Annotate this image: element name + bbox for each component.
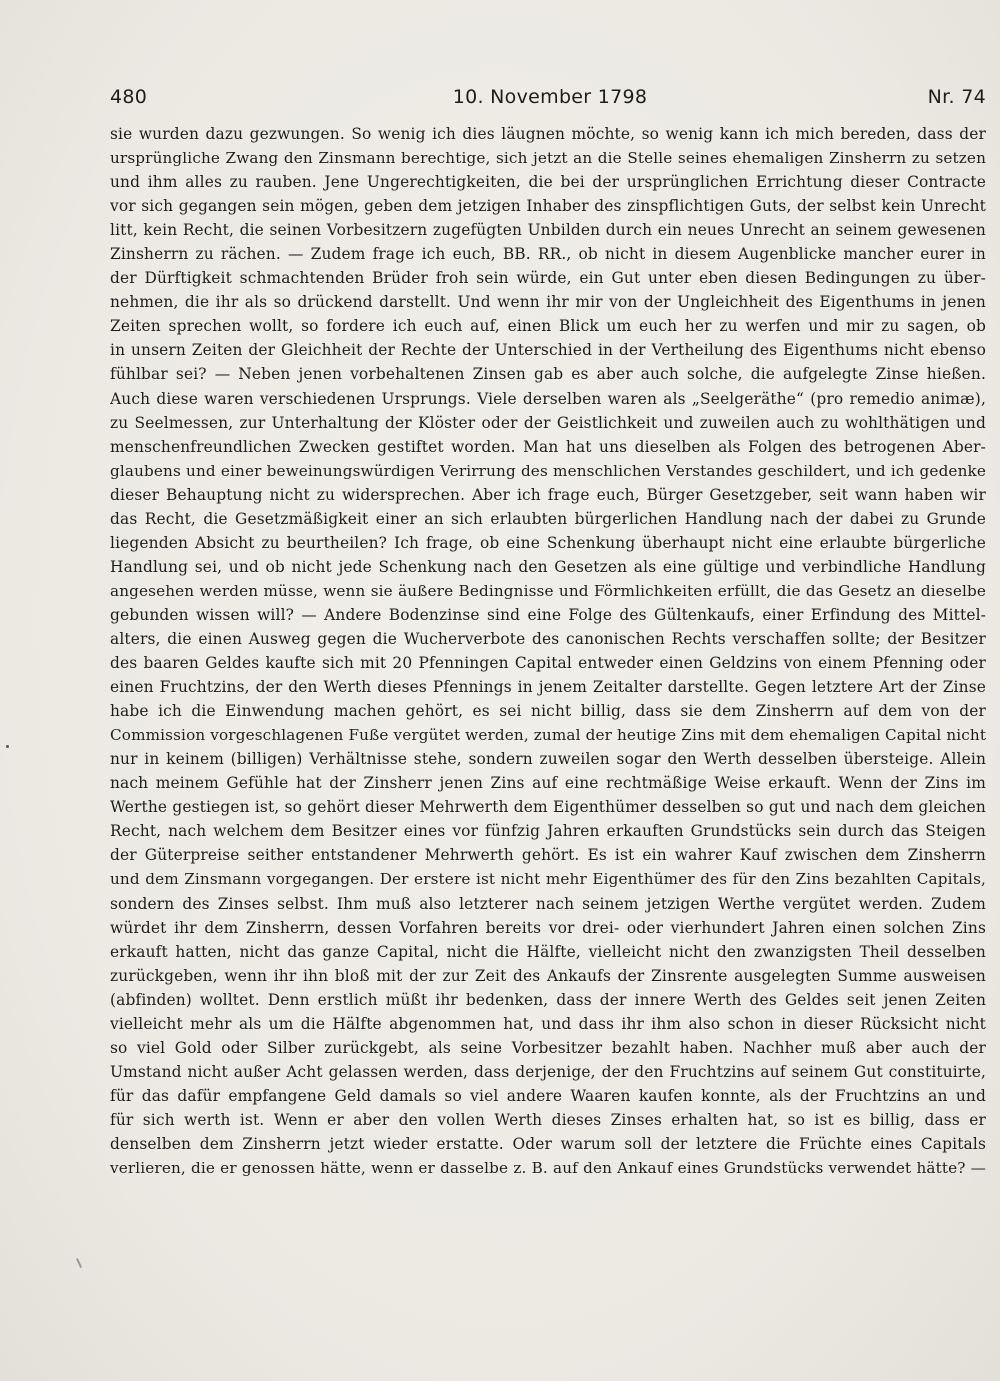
text-line: menschenfreundlichen Zwecken gestiftet worden. Man hat uns dieselben als Folgen des betrogenen Aber- [110, 437, 986, 456]
text-line: so viel Gold oder Silber zurückgebt, als seine Vorbesitzer bezahlt haben. Nachher muß aber auch der [110, 1038, 986, 1057]
text-line: und dem Zinsmann vorgegangen. Der erstere ist nicht mehr Eigenthümer des für den Zins bezahlten Capitals, [110, 870, 986, 889]
body-text [110, 122, 986, 1180]
text-line: Werthe gestiegen ist, so gehört dieser Mehrwerth dem Eigenthümer desselben so gut und nach dem gleichen [110, 798, 986, 817]
text-line: und ihm alles zu rauben. Jene Ungerechtigkeiten, die bei der ursprünglichen Errichtung dieser Contracte [110, 173, 986, 192]
text-line: gebunden wissen will? — Andere Bodenzinse sind eine Folge des Gültenkaufs, einer Erfindung des Mittel- [110, 605, 986, 624]
text-line: litt, kein Recht, die seinen Vorbesitzern zugefügten Unbilden durch ein neues Unrecht an seinem gewesenen [110, 221, 986, 240]
text-line: Recht, nach welchem dem Besitzer eines vor fünfzig Jahren erkauften Grundstücks sein durch das Steigen [110, 822, 986, 841]
text-line: erkauft hatten, nicht das ganze Capital, nicht die Hälfte, vielleicht nicht den zwanzigsten Theil desselben [110, 942, 986, 961]
text-line: würdet ihr dem Zinsherrn, dessen Vorfahren bereits vor drei- oder vierhundert Jahren einen solchen Zins [110, 918, 986, 937]
text-line: Zinsherrn zu rächen. — Zudem frage ich euch, BB. RR., ob nicht in diesem Augenblicke mancher eurer in [110, 245, 986, 264]
text-line: nach meinem Gefühle hat der Zinsherr jenen Zins auf eine rechtmäßige Weise erkauft. Wenn der Zins im [110, 774, 986, 793]
text-line: der Dürftigkeit schmachtenden Brüder froh sein würde, ein Gut unter eben diesen Bedingungen zu über- [110, 269, 986, 288]
text-line: nehmen, die ihr als so drückend darstellt. Und wenn ihr mir von der Ungleichheit des Eigenthums in jenen [110, 293, 986, 312]
text-line: Handlung sei, und ob nicht jede Schenkung nach den Gesetzen als eine gültige und verbindliche Handlung [110, 557, 986, 576]
text-line: angesehen werden müsse, wenn sie äußere Bedingnisse und Förmlichkeiten erfüllt, die das Gesetz an dieselbe [110, 581, 986, 600]
text-line: denselben dem Zinsherrn jetzt wieder erstatte. Oder warum soll der letztere die Früchte eines Capitals [110, 1134, 986, 1153]
text-line: Commission vorgeschlagenen Fuße vergütet werden, zumal der heutige Zins mit dem ehemaligen Capital nicht [110, 726, 986, 745]
text-line: Umstand nicht außer Acht gelassen werden, dass derjenige, der den Fruchtzins auf seinem Gut constituirte, [110, 1062, 986, 1081]
text-line: habe ich die Einwendung machen gehört, es sei nicht billig, dass sie dem Zinsherrn auf dem von der [110, 702, 986, 721]
text-line: sie wurden dazu gezwungen. So wenig ich dies läugnen möchte, so wenig kann ich mich bereden, dass der [110, 125, 986, 143]
text-line: verlieren, die er genossen hätte, wenn er dasselbe z. B. auf den Ankauf eines Grundstücks verwendet hätte? — [110, 1159, 986, 1178]
text-line: ursprüngliche Zwang den Zinsmann berechtige, sich jetzt an die Stelle seines ehemaligen Zinsherrn zu setzen [110, 149, 986, 168]
text-line: sondern des Zinses selbst. Ihm muß also letzterer nach seinem jetzigen Werthe vergütet werden. Zudem [110, 894, 986, 913]
text-line: das Recht, die Gesetzmäßigkeit einer an sich erlaubten bürgerlichen Handlung nach der dabei zu Grunde [110, 509, 986, 528]
header-date: 10. November 1798 [452, 86, 648, 108]
text-line: vor sich gegangen sein mögen, geben dem jetzigen Inhaber des zinspflichtigen Guts, der selbst kein Unrecht [110, 197, 986, 216]
text-line: dieser Behauptung nicht zu widersprechen. Aber ich frage euch, Bürger Gesetzgeber, seit wann haben wir [110, 485, 986, 504]
text-line: Auch diese waren verschiedenen Ursprungs. Viele derselben waren als „Seelgeräthe“ (pro remedio animæ), [110, 389, 986, 408]
page-header [110, 86, 990, 116]
text-line: (abfinden) wolltet. Denn erstlich müßt ihr bedenken, dass der innere Werth des Geldes seit jenen Zeiten [110, 990, 986, 1009]
issue-number: Nr. 74 [927, 86, 986, 108]
text-line: für sich werth ist. Wenn er aber den vollen Werth dieses Zinses erhalten hat, so ist es billig, dass er [110, 1110, 986, 1129]
text-line: alters, die einen Ausweg gegen die Wucherverbote des canonischen Rechts verschaffen sollte; der Besitzer [110, 629, 986, 648]
text-line: nur in keinem (billigen) Verhältnisse stehe, sondern zuweilen sogar den Werth desselben übersteige. Allein [110, 750, 986, 769]
text-line: Zeiten sprechen wollt, so fordere ich euch auf, einen Blick um euch her zu werfen und mir zu sagen, ob [110, 317, 986, 336]
page-number: 480 [110, 86, 148, 108]
margin-speck [6, 745, 9, 748]
text-line: liegenden Absicht zu beurtheilen? Ich frage, ob eine Schenkung überhaupt nicht eine erlaubte bürgerliche [110, 533, 986, 552]
text-line: zu Seelmessen, zur Unterhaltung der Klöster oder der Geistlichkeit und zuweilen auch zu wohlthätigen und [110, 413, 986, 432]
text-line: zurückgeben, wenn ihr ihn bloß mit der zur Zeit des Ankaufs der Zinsrente ausgelegten Summe ausweisen [110, 966, 986, 985]
text-line: vielleicht mehr als um die Hälfte abgenommen hat, und dass ihr ihm also schon in dieser Rücksicht nicht [110, 1014, 986, 1033]
text-line: für das dafür empfangene Geld damals so viel andere Waaren kaufen konnte, als der Fruchtzins an und [110, 1086, 986, 1105]
text-line: glaubens und einer beweinungswürdigen Verirrung des menschlichen Verstandes geschildert, und ich gedenke [110, 461, 986, 480]
margin-mark [76, 1258, 82, 1268]
text-line: der Güterpreise seither entstandener Mehrwerth gehört. Es ist ein wahrer Kauf zwischen dem Zinsherrn [110, 846, 986, 865]
text-line: einen Fruchtzins, der den Werth dieses Pfennings in jenem Zeitalter darstellte. Gegen letztere Art der Zinse [110, 678, 986, 697]
text-line: fühlbar sei? — Neben jenen vorbehaltenen Zinsen gab es aber auch solche, die aufgelegte Zinse hießen. [110, 365, 986, 384]
text-line: des baaren Geldes kaufte sich mit 20 Pfenningen Capital entweder einen Geldzins von einem Pfenning oder [110, 654, 986, 673]
text-line: in unsern Zeiten der Gleichheit der Rechte der Unterschied in der Vertheilung des Eigenthums nicht ebenso [110, 341, 986, 360]
